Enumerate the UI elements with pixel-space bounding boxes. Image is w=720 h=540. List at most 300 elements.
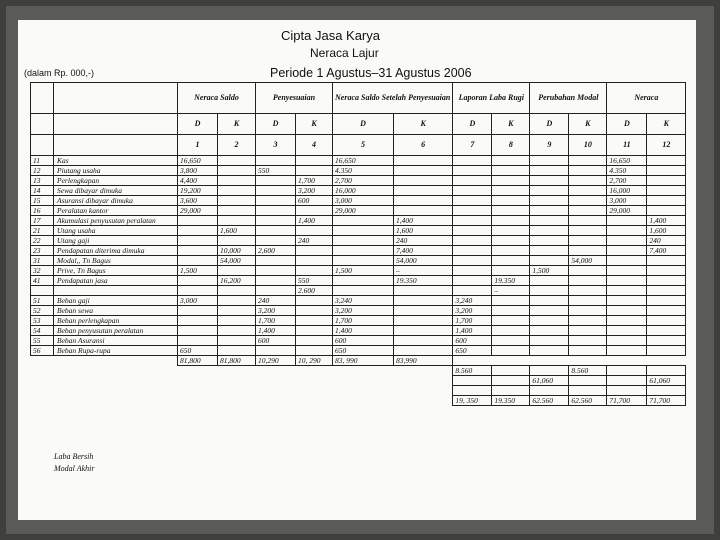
amount-cell [453,156,492,166]
amount-cell [218,336,256,346]
amount-cell [647,346,686,356]
amount-cell [647,286,686,296]
amount-cell [178,286,218,296]
blank-cell [393,386,452,396]
corner-cell [31,83,54,114]
amount-cell [218,286,256,296]
amount-cell [607,286,647,296]
document-title: Neraca Lajur [310,46,379,60]
amount-cell [218,176,256,186]
amount-cell [647,256,686,266]
amount-cell [607,276,647,286]
amount-cell [178,236,218,246]
amount-cell [256,266,296,276]
total-cell: 10,290 [256,356,296,366]
amount-cell [256,216,296,226]
amount-cell [218,186,256,196]
amount-cell [647,336,686,346]
account-name: Perlengkapan [54,176,178,186]
empty-cell [492,366,530,376]
amount-cell: 1,700 [296,176,333,186]
account-name: Sewa dibayar dimuka [54,186,178,196]
blank-cell [296,386,333,396]
amount-cell [256,186,296,196]
amount-cell [530,176,569,186]
empty-cell [569,386,607,396]
account-code: 23 [31,246,54,256]
amount-cell: 16,000 [333,186,394,196]
amount-cell: 3,200 [333,306,394,316]
amount-cell [178,326,218,336]
amount-cell [569,336,607,346]
amount-cell [393,346,452,356]
laba-bersih-row [31,366,686,376]
blank-cell [178,386,218,396]
account-code: 54 [31,326,54,336]
blank-cell [218,376,256,386]
amount-cell: 3,200 [256,306,296,316]
empty-cell [647,386,686,396]
amount-cell [333,246,394,256]
amount-cell: 4,400 [178,176,218,186]
table-row [31,326,686,336]
amount-cell [178,246,218,256]
empty-cell [569,376,607,386]
amount-cell: 19.350 [492,276,530,286]
account-name: Beban gaji [54,296,178,306]
debit-credit-header: K [296,114,333,135]
blank-cell [333,386,394,396]
table-row [31,176,686,186]
amount-cell: 10,000 [218,246,256,256]
account-code: 12 [31,166,54,176]
amount-cell: 550 [256,166,296,176]
account-name: Asuransi dibayar dimuka [54,196,178,206]
amount-cell [530,326,569,336]
amount-cell: 240 [393,236,452,246]
amount-cell [256,236,296,246]
column-number: 12 [647,135,686,156]
account-name: Beban penyusutan peralatan [54,326,178,336]
corner-cell [54,135,178,156]
account-code: 31 [31,256,54,266]
account-name: Akumulasi penyusutan peralatan [54,216,178,226]
table-row [31,196,686,206]
empty-cell [607,366,647,376]
amount-cell [218,206,256,216]
amount-cell: 54,000 [569,256,607,266]
column-number: 7 [453,135,492,156]
empty-cell [530,366,569,376]
debit-credit-header: D [178,114,218,135]
amount-cell [256,176,296,186]
blank-cell [218,396,256,406]
account-name [54,286,178,296]
column-number: 1 [178,135,218,156]
account-name: Modal,, Tn Bagus [54,256,178,266]
amount-cell [569,156,607,166]
grand-total-cell: 19, 350 [453,396,492,406]
amount-cell [647,186,686,196]
debit-credit-header: D [453,114,492,135]
amount-cell [296,336,333,346]
amount-cell [607,256,647,266]
account-code: 13 [31,176,54,186]
amount-cell: 29,000 [178,206,218,216]
table-row [31,226,686,236]
blank-cell [178,396,218,406]
amount-cell [393,176,452,186]
column-number: 3 [256,135,296,156]
amount-cell [569,166,607,176]
debit-credit-header: K [218,114,256,135]
amount-cell [569,286,607,296]
amount-cell: 240 [256,296,296,306]
amount-cell: 3,800 [178,166,218,176]
blank-cell [296,376,333,386]
column-number: 8 [492,135,530,156]
column-number: 11 [607,135,647,156]
modal-akhir-debit: 61,060 [530,376,569,386]
account-code: 56 [31,346,54,356]
modal-akhir-neraca-credit: 61,060 [647,376,686,386]
amount-cell [607,216,647,226]
worksheet-table [30,82,686,406]
amount-cell [530,276,569,286]
amount-cell: 16,650 [333,156,394,166]
amount-cell [530,316,569,326]
blank-cell [393,396,452,406]
account-name: Pendapatan jasa [54,276,178,286]
corner-cell [54,114,178,135]
table-row [31,286,686,296]
account-name: Utang usaha [54,226,178,236]
column-number: 6 [393,135,452,156]
amount-cell [256,196,296,206]
amount-cell [296,266,333,276]
empty-cell [492,376,530,386]
total-cell: 10, 290 [296,356,333,366]
table-row [31,316,686,326]
total-cell: 83, 990 [333,356,394,366]
debit-credit-header: D [530,114,569,135]
amount-cell [569,306,607,316]
amount-cell [453,216,492,226]
empty-cell [607,386,647,396]
blank-cell [31,396,54,406]
amount-cell: 29,000 [333,206,394,216]
blank-cell [256,386,296,396]
corner-cell [31,135,54,156]
total-cell: 83,990 [393,356,452,366]
amount-cell [333,276,394,286]
amount-cell: 29,000 [607,206,647,216]
amount-cell [569,216,607,226]
amount-cell: 240 [296,236,333,246]
laba-bersih-label: Laba Bersih [54,452,94,461]
blank-cell [296,396,333,406]
table-row [31,206,686,216]
amount-cell: 3,000 [333,196,394,206]
column-number: 2 [218,135,256,156]
corner-cell [31,114,54,135]
column-group-header: Perubahan Modal [530,83,607,114]
amount-cell [393,196,452,206]
account-code: 14 [31,186,54,196]
amount-cell [647,306,686,316]
empty-cell [530,386,569,396]
amount-cell: 1,600 [218,226,256,236]
amount-cell [492,176,530,186]
amount-cell [453,236,492,246]
amount-cell [569,316,607,326]
debit-credit-header: K [393,114,452,135]
amount-cell [453,166,492,176]
amount-cell [647,196,686,206]
amount-cell: 16,000 [607,186,647,196]
blank-cell [256,366,296,376]
blank-cell [256,396,296,406]
amount-cell: 600 [453,336,492,346]
amount-cell [492,326,530,336]
amount-cell [647,296,686,306]
amount-cell [178,316,218,326]
empty-cell [453,386,492,396]
debit-credit-header: D [333,114,394,135]
amount-cell [492,336,530,346]
amount-cell [296,306,333,316]
amount-cell [393,296,452,306]
amount-cell [647,156,686,166]
table-row [31,306,686,316]
amount-cell: 1,500 [530,266,569,276]
account-code: 41 [31,276,54,286]
amount-cell [453,206,492,216]
amount-cell: 1,400 [393,216,452,226]
amount-cell [647,206,686,216]
amount-cell [296,246,333,256]
column-number: 4 [296,135,333,156]
blank-cell [647,356,686,366]
amount-cell [178,306,218,316]
amount-cell [647,326,686,336]
amount-cell [607,226,647,236]
amount-cell [492,346,530,356]
amount-cell [492,226,530,236]
amount-cell [569,246,607,256]
table-row [31,166,686,176]
amount-cell [530,156,569,166]
table-row [31,236,686,246]
debit-credit-header: D [256,114,296,135]
amount-cell [530,336,569,346]
amount-cell: 600 [333,336,394,346]
amount-cell [296,326,333,336]
grand-totals-row [31,396,686,406]
amount-cell: 2.600 [296,286,333,296]
amount-cell [492,216,530,226]
amount-cell [393,186,452,196]
amount-cell [218,316,256,326]
amount-cell [218,306,256,316]
column-number: 5 [333,135,394,156]
table-row [31,336,686,346]
table-row [31,186,686,196]
totals-row [31,356,686,366]
amount-cell [492,266,530,276]
table-row [31,256,686,266]
amount-cell [333,226,394,236]
laba-bersih-modal-credit: 8.560 [569,366,607,376]
table-row [31,266,686,276]
amount-cell [218,216,256,226]
amount-cell [530,256,569,266]
account-code: 16 [31,206,54,216]
amount-cell [569,326,607,336]
blank-cell [54,356,178,366]
account-code: 17 [31,216,54,226]
blank-cell [393,366,452,376]
table-row [31,156,686,166]
amount-cell [256,226,296,236]
grand-total-cell: 71,700 [607,396,647,406]
amount-cell [453,276,492,286]
amount-cell [647,316,686,326]
amount-cell: 550 [296,276,333,286]
amount-cell: 1,700 [256,316,296,326]
amount-cell [393,156,452,166]
amount-cell [256,346,296,356]
worksheet-page [18,20,696,520]
blank-cell [296,366,333,376]
blank-cell [31,356,54,366]
amount-cell: 600 [256,336,296,346]
amount-cell [569,196,607,206]
amount-cell: 1,500 [333,266,394,276]
account-name: Utang gaji [54,236,178,246]
amount-cell [218,196,256,206]
amount-cell [296,296,333,306]
amount-cell [569,276,607,286]
amount-cell [296,206,333,216]
column-group-header: Neraca Saldo [178,83,256,114]
amount-cell [453,186,492,196]
debit-credit-header: K [647,114,686,135]
amount-cell [218,296,256,306]
account-code: 22 [31,236,54,246]
amount-cell [333,256,394,266]
amount-cell [256,286,296,296]
amount-cell [569,346,607,356]
amount-cell [296,346,333,356]
amount-cell [492,196,530,206]
amount-cell: 600 [296,196,333,206]
blank-cell [31,376,54,386]
amount-cell [530,206,569,216]
amount-cell [530,186,569,196]
amount-cell: 3,200 [296,186,333,196]
amount-cell: 19,200 [178,186,218,196]
amount-cell [453,266,492,276]
empty-cell [607,376,647,386]
amount-cell [393,206,452,216]
amount-cell [569,186,607,196]
amount-cell [393,286,452,296]
blank-cell [333,376,394,386]
column-group-header: Neraca [607,83,686,114]
amount-cell: 3,600 [178,196,218,206]
amount-cell [256,256,296,266]
amount-cell [647,166,686,176]
blank-cell [530,356,569,366]
blank-cell [333,396,394,406]
account-code [31,286,54,296]
company-title: Cipta Jasa Karya [281,28,380,43]
amount-cell [393,316,452,326]
account-name: Prive, Tn Bagus [54,266,178,276]
amount-cell [647,176,686,186]
amount-cell: 3,200 [453,306,492,316]
amount-cell: 16,650 [178,156,218,166]
blank-cell [54,396,178,406]
total-cell: 81,800 [218,356,256,366]
amount-cell: 650 [333,346,394,356]
amount-cell [530,296,569,306]
amount-cell [607,336,647,346]
amount-cell [492,246,530,256]
column-group-header: Laporan Laba Rugi [453,83,530,114]
grand-total-cell: 62.560 [569,396,607,406]
amount-cell [569,176,607,186]
amount-cell [569,226,607,236]
empty-cell [453,376,492,386]
amount-cell [607,246,647,256]
account-name: Beban Rupa-rupa [54,346,178,356]
amount-cell [218,236,256,246]
amount-cell [178,216,218,226]
account-name: Kas [54,156,178,166]
amount-cell: 1,600 [647,226,686,236]
amount-cell: 1,500 [178,266,218,276]
debit-credit-header: K [492,114,530,135]
account-name: Piutang usaha [54,166,178,176]
account-code: 15 [31,196,54,206]
blank-cell [178,366,218,376]
unit-note: (dalam Rp. 000,-) [24,68,95,78]
amount-cell: 3,240 [333,296,394,306]
blank-cell [218,386,256,396]
total-cell: 81,800 [178,356,218,366]
amount-cell: 3,000 [178,296,218,306]
amount-cell: – [393,266,452,276]
amount-cell: 3,240 [453,296,492,306]
amount-cell [492,166,530,176]
amount-cell [333,236,394,246]
table-row [31,276,686,286]
amount-cell [218,156,256,166]
amount-cell [453,196,492,206]
amount-cell [218,266,256,276]
table-row [31,296,686,306]
amount-cell [453,246,492,256]
amount-cell [256,276,296,286]
blank-cell [54,366,178,376]
amount-cell [530,306,569,316]
amount-cell [607,236,647,246]
amount-cell [218,326,256,336]
amount-cell: 1,600 [393,226,452,236]
blank-cell [453,356,492,366]
